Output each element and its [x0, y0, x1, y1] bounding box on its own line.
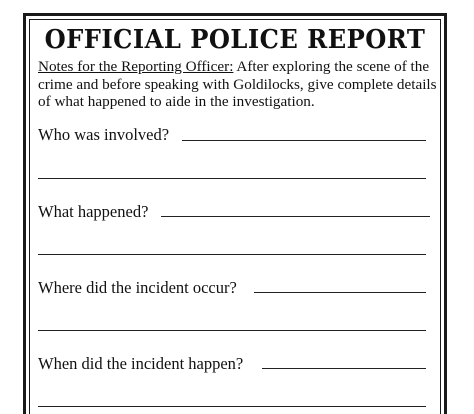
answer-line-when-2[interactable]: [38, 406, 426, 407]
notes-label: Notes for the Reporting Officer:: [38, 58, 234, 75]
notes-text: After exploring the scene of the crime and before speaking with Goldilocks, give complete details of what happened to aide in the investigation.: [38, 58, 437, 110]
answer-line-who[interactable]: [182, 140, 426, 141]
question-where: Where did the incident occur?: [38, 278, 237, 297]
answer-line-where-2[interactable]: [38, 330, 426, 331]
report-title: OFFICIAL POLICE REPORT: [44, 25, 426, 55]
question-who: Who was involved?: [38, 125, 170, 144]
answer-line-what-2[interactable]: [38, 254, 426, 255]
answer-line-what[interactable]: [161, 216, 430, 217]
answer-line-where[interactable]: [254, 292, 426, 293]
officer-notes: [38, 58, 438, 111]
answer-line-when[interactable]: [262, 368, 426, 369]
answer-line-who-2[interactable]: [38, 178, 426, 179]
question-when: When did the incident happen?: [38, 354, 244, 373]
question-what: What happened?: [38, 202, 149, 221]
